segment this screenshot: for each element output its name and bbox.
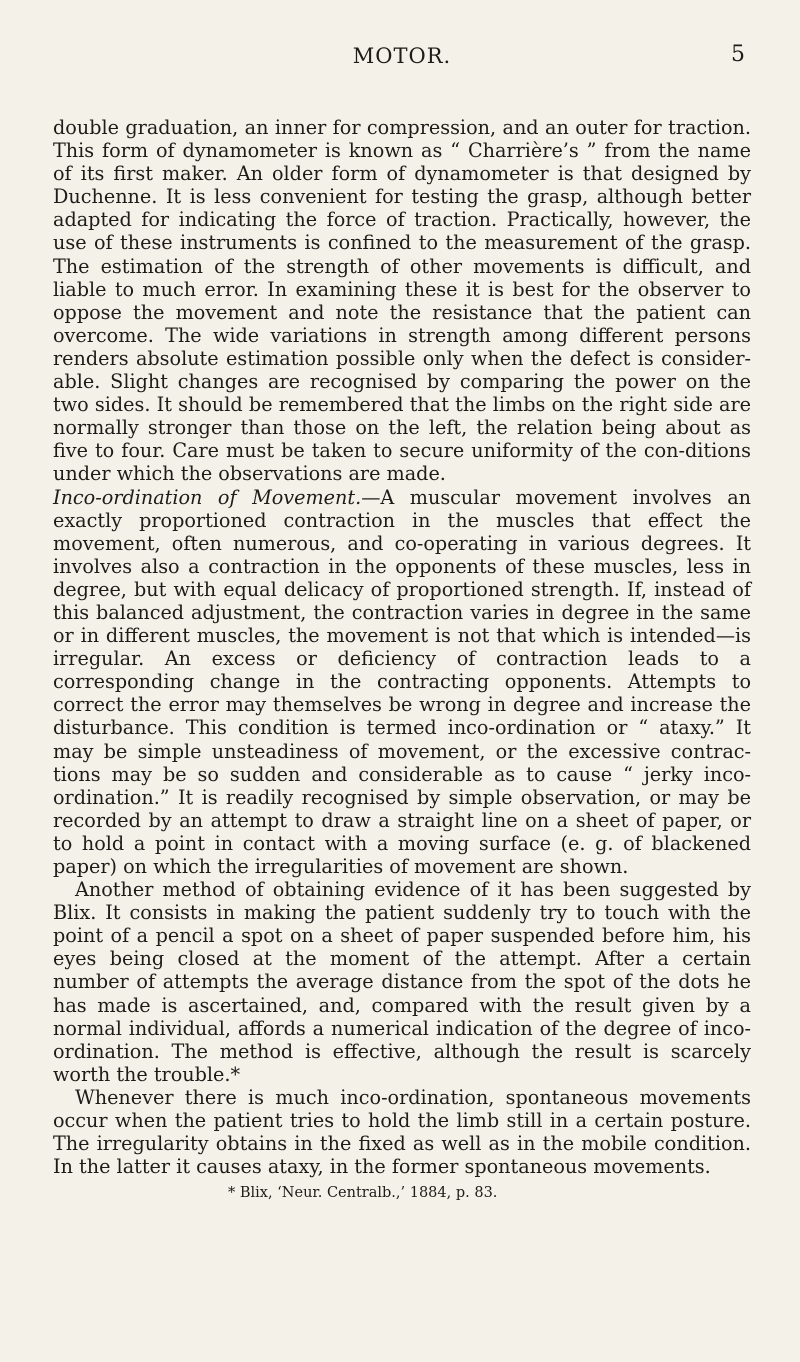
running-title: MOTOR. (352, 44, 452, 68)
paragraph-blix-method: Another method of obtaining evidence of it has been suggested by Blix. It consists in making the patient suddenly try to touch with the point of a pencil a spot on a sheet of paper suspended before him, his eyes being closed at the moment of the attempt. After a certain number of attempts the average distance from the spot of the dots he has made is ascertained, and, compared with the result given by a normal individual, affords a numerical indication of the degree of inco-ordination. The method is effective, although the result is scarcely worth the trouble.* (53, 878, 751, 1086)
paragraph-spontaneous-movements: Whenever there is much inco-ordination, spontaneous movements occur when the patient tries to hold the limb still in a certain posture. The irregularity obtains in the fixed as well as in the mobile condition. In the latter it causes ataxy, in the former spontaneous movements. (53, 1085, 751, 1179)
footnote: * Blix, ‘Neur. Centralb.,’ 1884, p. 83. (228, 1185, 498, 1202)
paragraph-inco-ordination-text: —A muscular movement involves an exactly proportioned contraction in the muscles that effect the movement, often numerous, and co-operating in various degrees. It involves also a contraction in the opponents of these muscles, less in degree, but with equal delicacy of proportioned strength. If, instead of this balanced adjustment, the contraction varies in degree in the same or in different muscles, the movement is not that which is intended—is irregular. An excess or deficiency of contraction leads to a corresponding change in the contracting opponents. Attempts to correct the error may themselves be wrong in degree and increase the disturbance. This condition is termed inco-ordination or “ ataxy.” It may be simple unsteadiness of movement, or the excessive contrac-tions may be so sudden and considerable as to cause “ jerky inco-ordination.” It is readily recognised by simple observation, or may be recorded by an attempt to draw a straight line on a sheet of paper, or to hold a point in contact with a moving surface (e. g. of blackened paper) on which the irregularities of movement are shown. (53, 485, 751, 878)
page-number: 5 (731, 42, 745, 67)
section-heading-inco-ordination: Inco-ordination of Movement. (53, 485, 362, 509)
running-head (53, 44, 751, 84)
paragraph-continuation: double graduation, an inner for compression, and an outer for traction. This form of dynamometer is known as “ Charrière’s ” from the name of its first maker. An older form of dynamometer is that designed by Duchenne. It is less convenient for testing the grasp, although better adapted for indicating the force of traction. Practically, however, the use of these instruments is confined to the measurement of the grasp. The estimation of the strength of other movements is difficult, and liable to much error. In examining these it is best for the observer to oppose the movement and note the resistance that the patient can overcome. The wide variations in strength among different persons renders absolute estimation possible only when the defect is consider-able. Slight changes are recognised by comparing the power on the two sides. It should be remembered that the limbs on the right side are normally stronger than those on the left, the relation being about as five to four. Care must be taken to secure uniformity of the con-ditions under which the observations are made. (53, 116, 751, 486)
body-text (53, 116, 751, 1178)
paragraph-inco-ordination (53, 486, 751, 879)
